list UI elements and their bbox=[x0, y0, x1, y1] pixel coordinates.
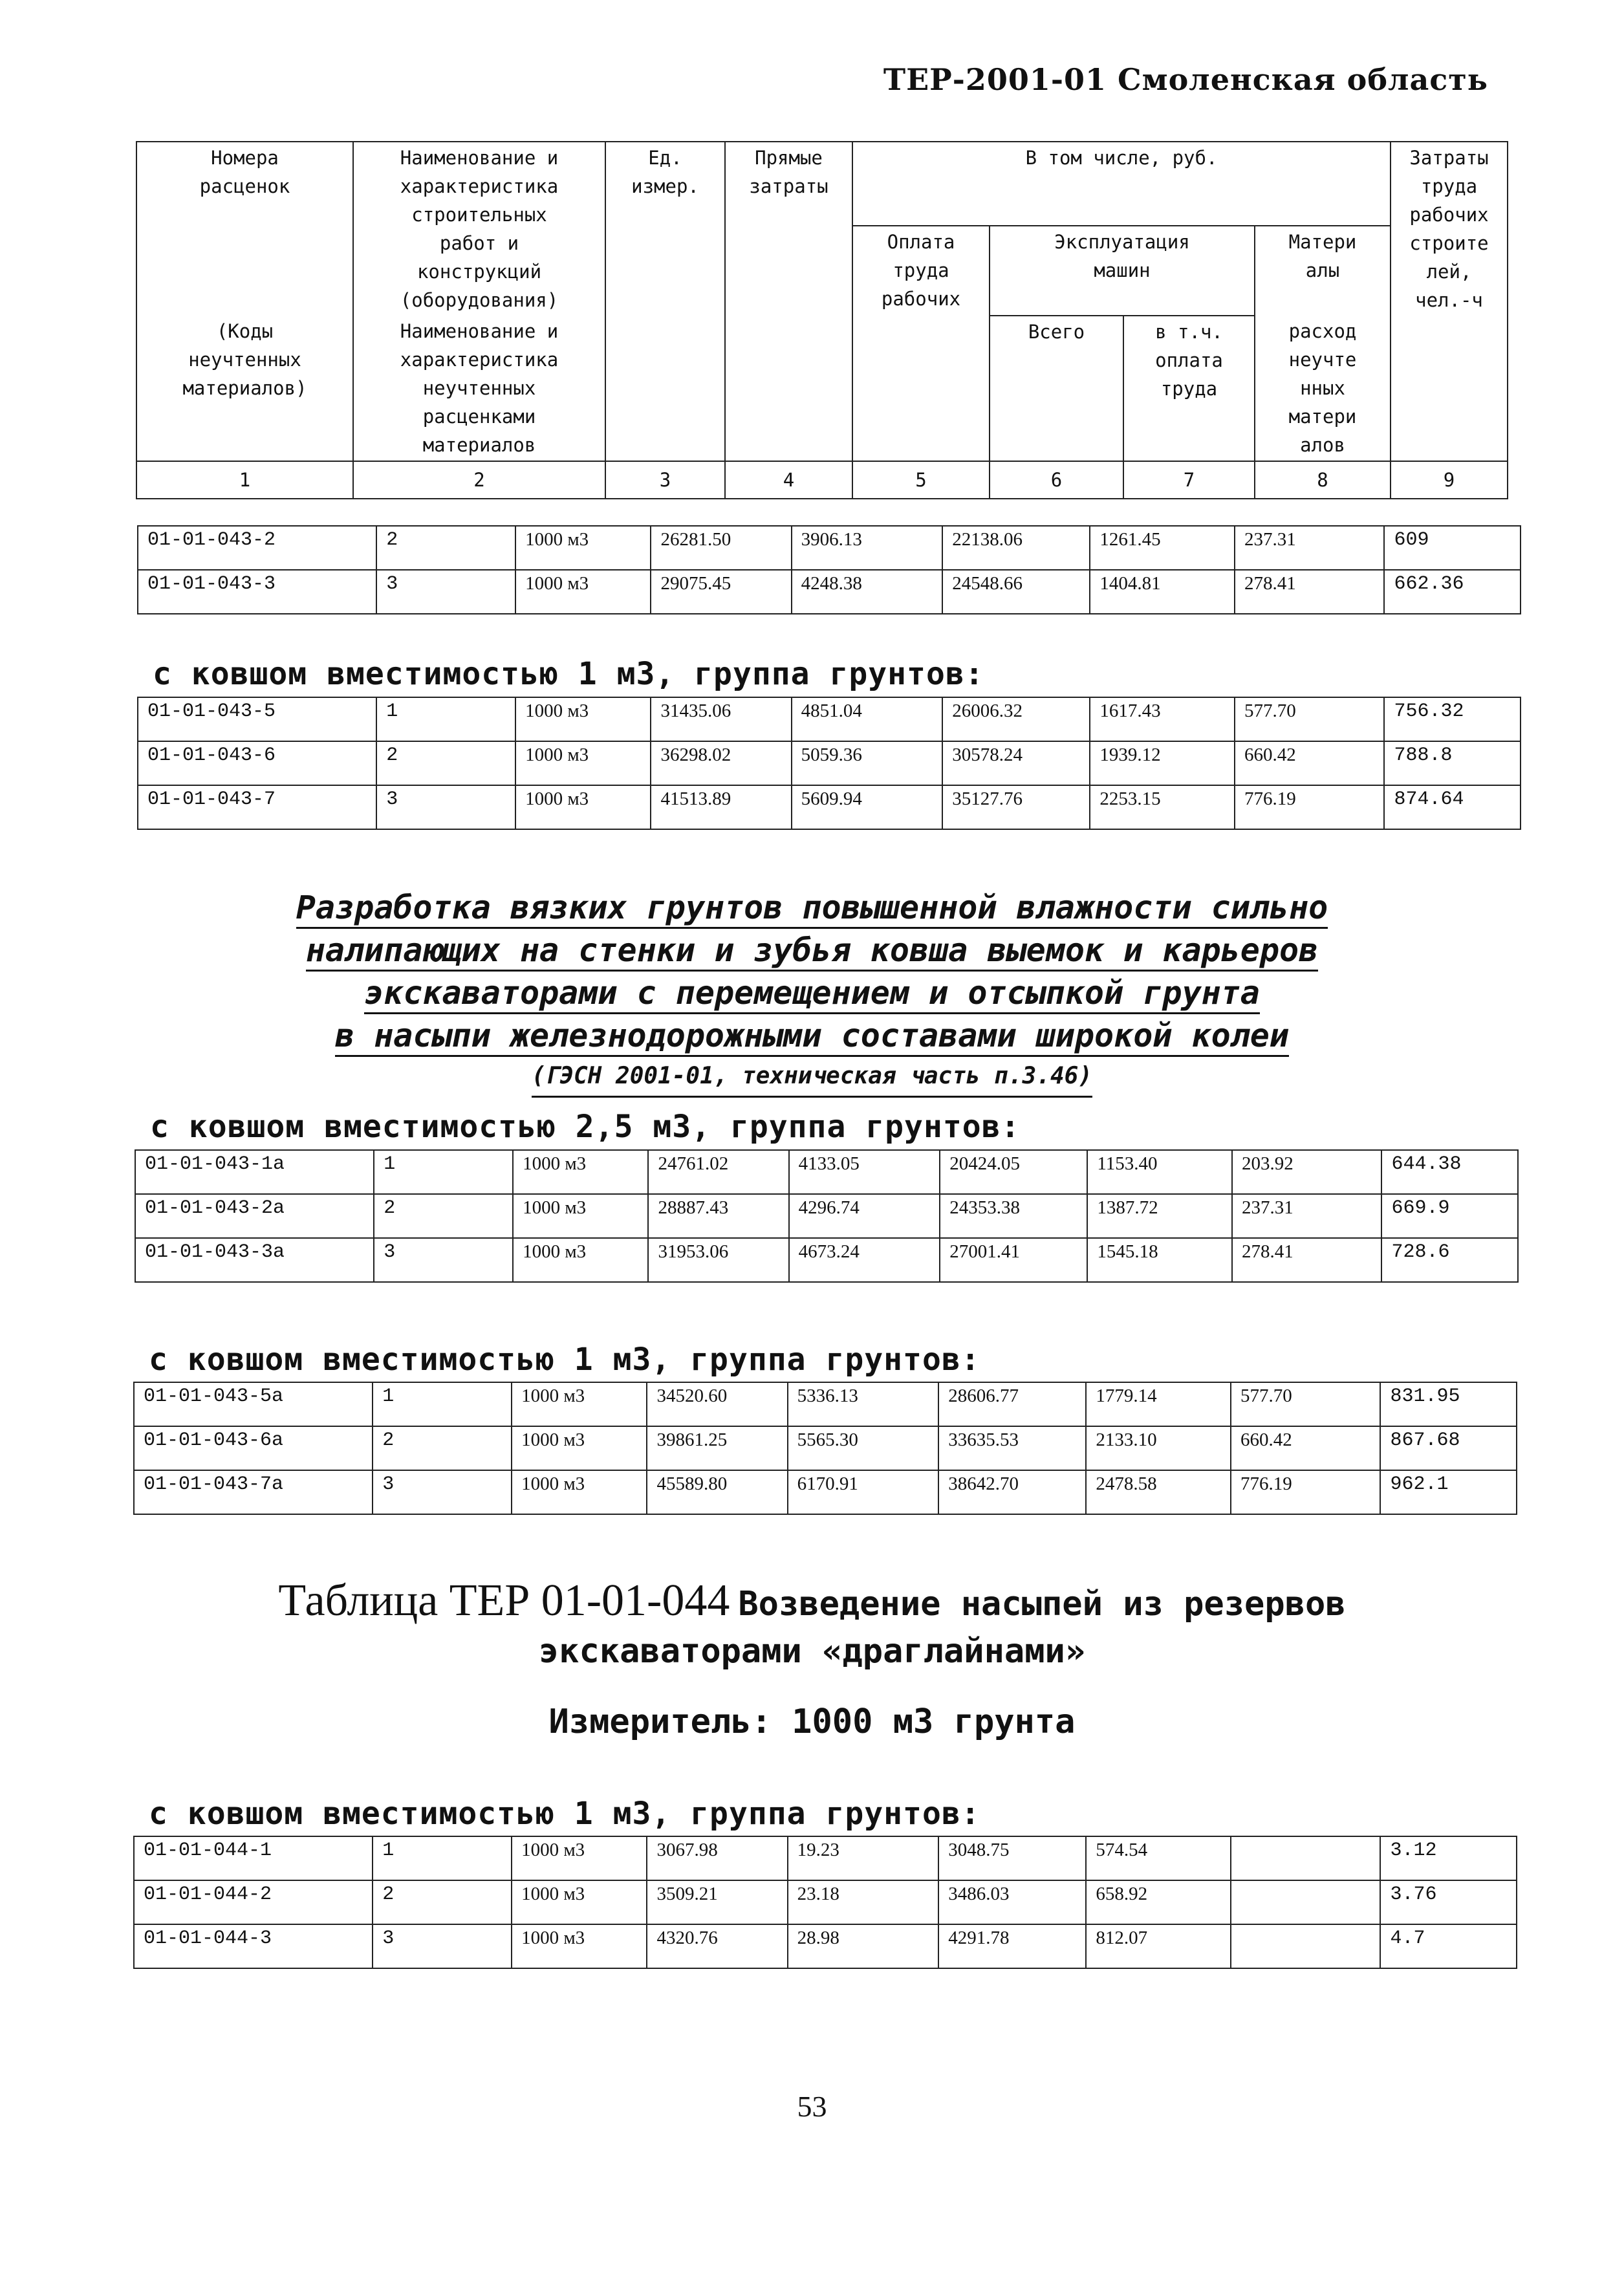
table-row bbox=[134, 1470, 1517, 1514]
header-line: неучтенных bbox=[422, 377, 536, 399]
hdr-direct-costs bbox=[725, 142, 852, 461]
header-line: рабочих bbox=[1409, 204, 1489, 226]
table-row bbox=[134, 1382, 1517, 1426]
machines-total-cell: 3048.75 bbox=[938, 1836, 1086, 1880]
header-line: характеристика bbox=[400, 175, 559, 197]
header-line: Прямые bbox=[755, 147, 823, 169]
unit-cell: 1000 м3 bbox=[515, 785, 651, 829]
worker-pay-cell: 6170.91 bbox=[788, 1470, 939, 1514]
hdr-labor-costs bbox=[1391, 142, 1508, 461]
unit-cell: 1000 м3 bbox=[513, 1238, 648, 1282]
machines-total-cell: 38642.70 bbox=[938, 1470, 1086, 1514]
header-line: машин bbox=[1094, 259, 1151, 281]
rate-code-cell: 01-01-044-3 bbox=[134, 1924, 373, 1968]
header-line: материалов) bbox=[182, 377, 307, 399]
soil-group-cell: 1 bbox=[373, 1836, 512, 1880]
rate-code-cell: 01-01-043-2а bbox=[135, 1194, 374, 1238]
hdr-rate-numbers bbox=[136, 142, 353, 316]
table-row bbox=[135, 1150, 1518, 1194]
header-line: Наименование и bbox=[400, 147, 559, 169]
header-line: (оборудования) bbox=[400, 289, 559, 311]
header-line: Ед. bbox=[648, 147, 682, 169]
soil-group-cell: 2 bbox=[374, 1194, 513, 1238]
hdr-including-rub: В том числе, руб. bbox=[852, 142, 1391, 226]
table-row bbox=[138, 697, 1521, 741]
header-line: оплата bbox=[1155, 349, 1223, 371]
header-line: строите bbox=[1409, 232, 1489, 254]
direct-costs-cell: 4320.76 bbox=[647, 1924, 787, 1968]
machines-total-cell: 27001.41 bbox=[940, 1238, 1087, 1282]
rate-code-cell: 01-01-043-5 bbox=[138, 697, 376, 741]
rate-code-cell: 01-01-043-7а bbox=[134, 1470, 373, 1514]
hdr-machine-operation bbox=[990, 226, 1255, 316]
header-line: чел.-ч bbox=[1415, 289, 1483, 311]
worker-pay-cell: 19.23 bbox=[788, 1836, 939, 1880]
machines-total-cell: 22138.06 bbox=[942, 526, 1090, 570]
direct-costs-cell: 41513.89 bbox=[651, 785, 791, 829]
section-title-line: в насыпи железнодорожными составами широкой колеи bbox=[335, 1016, 1289, 1057]
materials-cell: 660.42 bbox=[1231, 1426, 1380, 1470]
worker-pay-cell: 4133.05 bbox=[789, 1150, 940, 1194]
labor-costs-cell: 4.7 bbox=[1380, 1924, 1517, 1968]
rate-code-cell: 01-01-043-7 bbox=[138, 785, 376, 829]
hdr-machines-pay bbox=[1123, 316, 1255, 461]
materials-cell bbox=[1231, 1836, 1380, 1880]
col-number: 1 bbox=[136, 461, 353, 499]
table-row bbox=[134, 1924, 1517, 1968]
table-044-title: Возведение насыпей из резервов bbox=[738, 1585, 1346, 1624]
soil-group-cell: 2 bbox=[373, 1426, 512, 1470]
machines-pay-cell: 1939.12 bbox=[1090, 741, 1235, 785]
col-number: 3 bbox=[605, 461, 725, 499]
worker-pay-cell: 4248.38 bbox=[792, 570, 943, 614]
direct-costs-cell: 24761.02 bbox=[648, 1150, 788, 1194]
hdr-unaccounted-codes bbox=[136, 316, 353, 461]
direct-costs-cell: 31953.06 bbox=[648, 1238, 788, 1282]
col-number: 7 bbox=[1123, 461, 1255, 499]
section-title-line: Разработка вязких грунтов повышенной влажности сильно bbox=[296, 888, 1328, 929]
header-line: алов bbox=[1300, 434, 1345, 456]
rates-table-e bbox=[133, 1836, 1517, 1969]
materials-cell: 660.42 bbox=[1235, 741, 1384, 785]
worker-pay-cell: 23.18 bbox=[788, 1880, 939, 1924]
unit-cell: 1000 м3 bbox=[515, 697, 651, 741]
header-line: лей, bbox=[1426, 261, 1472, 283]
worker-pay-cell: 5336.13 bbox=[788, 1382, 939, 1426]
worker-pay-cell: 5059.36 bbox=[792, 741, 943, 785]
page-number: 53 bbox=[797, 2090, 827, 2123]
labor-costs-cell: 874.64 bbox=[1384, 785, 1521, 829]
rates-table-d bbox=[133, 1382, 1517, 1515]
direct-costs-cell: 45589.80 bbox=[647, 1470, 787, 1514]
soil-group-cell: 3 bbox=[373, 1470, 512, 1514]
section-title-line: экскаваторами с перемещением и отсыпкой грунта bbox=[364, 973, 1260, 1014]
materials-cell: 237.31 bbox=[1232, 1194, 1381, 1238]
header-line: расценок bbox=[199, 175, 290, 197]
soil-group-cell: 1 bbox=[374, 1150, 513, 1194]
machines-pay-cell: 2253.15 bbox=[1090, 785, 1235, 829]
soil-group-cell: 3 bbox=[373, 1924, 512, 1968]
header-line: Затраты bbox=[1409, 147, 1489, 169]
direct-costs-cell: 31435.06 bbox=[651, 697, 791, 741]
group-heading: с ковшом вместимостью 1 м3, группа грунтов: bbox=[153, 656, 984, 692]
machines-total-cell: 4291.78 bbox=[938, 1924, 1086, 1968]
header-line: Наименование и bbox=[400, 320, 559, 342]
col-number: 2 bbox=[353, 461, 605, 499]
section-title-line: налипающих на стенки и зубья ковша выемок и карьеров bbox=[306, 931, 1318, 972]
rates-table-a bbox=[137, 525, 1521, 614]
rate-code-cell: 01-01-044-1 bbox=[134, 1836, 373, 1880]
rate-code-cell: 01-01-043-2 bbox=[138, 526, 376, 570]
table-row bbox=[138, 785, 1521, 829]
machines-pay-cell: 1545.18 bbox=[1087, 1238, 1232, 1282]
worker-pay-cell: 4673.24 bbox=[789, 1238, 940, 1282]
machines-total-cell: 24353.38 bbox=[940, 1194, 1087, 1238]
soil-group-cell: 2 bbox=[376, 526, 515, 570]
machines-pay-cell: 1261.45 bbox=[1090, 526, 1235, 570]
header-line: в т.ч. bbox=[1155, 321, 1223, 343]
labor-costs-cell: 3.12 bbox=[1380, 1836, 1517, 1880]
header-line: расход bbox=[1288, 320, 1357, 342]
machines-pay-cell: 1404.81 bbox=[1090, 570, 1235, 614]
rate-code-cell: 01-01-043-1а bbox=[135, 1150, 374, 1194]
materials-cell: 577.70 bbox=[1235, 697, 1384, 741]
header-line: материалов bbox=[422, 434, 536, 456]
direct-costs-cell: 3509.21 bbox=[647, 1880, 787, 1924]
hdr-materials-consumption bbox=[1255, 316, 1391, 461]
direct-costs-cell: 39861.25 bbox=[647, 1426, 787, 1470]
labor-costs-cell: 788.8 bbox=[1384, 741, 1521, 785]
materials-cell: 776.19 bbox=[1235, 785, 1384, 829]
header-line: Матери bbox=[1288, 231, 1357, 253]
machines-pay-cell: 658.92 bbox=[1086, 1880, 1231, 1924]
header-line: алы bbox=[1305, 259, 1340, 281]
group-heading: с ковшом вместимостью 1 м3, группа грунтов: bbox=[149, 1342, 980, 1378]
col-number: 8 bbox=[1255, 461, 1391, 499]
direct-costs-cell: 26281.50 bbox=[651, 526, 791, 570]
rate-code-cell: 01-01-043-3а bbox=[135, 1238, 374, 1282]
labor-costs-cell: 609 bbox=[1384, 526, 1521, 570]
table-row bbox=[134, 1426, 1517, 1470]
materials-cell bbox=[1231, 1924, 1380, 1968]
rate-code-cell: 01-01-043-3 bbox=[138, 570, 376, 614]
hdr-machines-total: Всего bbox=[990, 316, 1123, 461]
header-line: труда bbox=[1420, 175, 1478, 197]
table-row bbox=[134, 1836, 1517, 1880]
section-reference: (ГЭСН 2001-01, техническая часть п.3.46) bbox=[532, 1057, 1092, 1098]
machines-pay-cell: 2478.58 bbox=[1086, 1470, 1231, 1514]
section-title bbox=[0, 886, 1624, 1098]
machines-pay-cell: 1153.40 bbox=[1087, 1150, 1232, 1194]
header-line: измер. bbox=[631, 175, 699, 197]
rate-code-cell: 01-01-043-6а bbox=[134, 1426, 373, 1470]
unit-cell: 1000 м3 bbox=[513, 1150, 648, 1194]
table-row bbox=[135, 1194, 1518, 1238]
unit-cell: 1000 м3 bbox=[512, 1880, 647, 1924]
materials-cell: 237.31 bbox=[1235, 526, 1384, 570]
table-row bbox=[138, 741, 1521, 785]
header-line: рабочих bbox=[881, 288, 961, 310]
labor-costs-cell: 662.36 bbox=[1384, 570, 1521, 614]
machines-total-cell: 35127.76 bbox=[942, 785, 1090, 829]
soil-group-cell: 1 bbox=[376, 697, 515, 741]
rate-code-cell: 01-01-043-6 bbox=[138, 741, 376, 785]
worker-pay-cell: 3906.13 bbox=[792, 526, 943, 570]
unit-cell: 1000 м3 bbox=[512, 1382, 647, 1426]
header-line: матери bbox=[1288, 406, 1357, 428]
table-row bbox=[138, 526, 1521, 570]
table-row bbox=[135, 1238, 1518, 1282]
soil-group-cell: 3 bbox=[376, 785, 515, 829]
machines-total-cell: 24548.66 bbox=[942, 570, 1090, 614]
header-line: затраты bbox=[749, 175, 828, 197]
labor-costs-cell: 756.32 bbox=[1384, 697, 1521, 741]
table-row bbox=[134, 1880, 1517, 1924]
soil-group-cell: 1 bbox=[373, 1382, 512, 1426]
header-line: Эксплуатация bbox=[1054, 231, 1190, 253]
unit-cell: 1000 м3 bbox=[515, 741, 651, 785]
materials-cell bbox=[1231, 1880, 1380, 1924]
worker-pay-cell: 5565.30 bbox=[788, 1426, 939, 1470]
table-044-label: Таблица ТЕР 01-01-044 bbox=[278, 1576, 730, 1625]
materials-cell: 278.41 bbox=[1232, 1238, 1381, 1282]
table-row bbox=[138, 570, 1521, 614]
rate-code-cell: 01-01-043-5а bbox=[134, 1382, 373, 1426]
table-044-heading bbox=[0, 1575, 1624, 1672]
header-line: строительных bbox=[411, 204, 547, 226]
rate-code-cell: 01-01-044-2 bbox=[134, 1880, 373, 1924]
materials-cell: 278.41 bbox=[1235, 570, 1384, 614]
direct-costs-cell: 36298.02 bbox=[651, 741, 791, 785]
hdr-work-name bbox=[353, 142, 605, 316]
header-line: конструкций bbox=[417, 261, 542, 283]
machines-total-cell: 30578.24 bbox=[942, 741, 1090, 785]
header-line: неучтенных bbox=[188, 349, 301, 371]
header-line: труда bbox=[1160, 378, 1218, 400]
materials-cell: 776.19 bbox=[1231, 1470, 1380, 1514]
col-number: 6 bbox=[990, 461, 1123, 499]
machines-total-cell: 20424.05 bbox=[940, 1150, 1087, 1194]
unit-cell: 1000 м3 bbox=[512, 1426, 647, 1470]
hdr-worker-pay bbox=[852, 226, 990, 461]
unit-cell: 1000 м3 bbox=[512, 1836, 647, 1880]
worker-pay-cell: 4851.04 bbox=[792, 697, 943, 741]
machines-total-cell: 26006.32 bbox=[942, 697, 1090, 741]
machines-pay-cell: 812.07 bbox=[1086, 1924, 1231, 1968]
machines-pay-cell: 1779.14 bbox=[1086, 1382, 1231, 1426]
worker-pay-cell: 4296.74 bbox=[789, 1194, 940, 1238]
header-line: нных bbox=[1300, 377, 1345, 399]
machines-pay-cell: 574.54 bbox=[1086, 1836, 1231, 1880]
header-line: расценками bbox=[422, 406, 536, 428]
rates-table-b bbox=[137, 697, 1521, 830]
labor-costs-cell: 644.38 bbox=[1381, 1150, 1518, 1194]
column-header-table bbox=[136, 141, 1508, 499]
labor-costs-cell: 831.95 bbox=[1380, 1382, 1517, 1426]
machines-pay-cell: 1387.72 bbox=[1087, 1194, 1232, 1238]
unit-cell: 1000 м3 bbox=[515, 526, 651, 570]
labor-costs-cell: 3.76 bbox=[1380, 1880, 1517, 1924]
unit-cell: 1000 м3 bbox=[513, 1194, 648, 1238]
machines-total-cell: 28606.77 bbox=[938, 1382, 1086, 1426]
direct-costs-cell: 3067.98 bbox=[647, 1836, 787, 1880]
soil-group-cell: 2 bbox=[376, 741, 515, 785]
header-line: неучте bbox=[1288, 349, 1357, 371]
direct-costs-cell: 28887.43 bbox=[648, 1194, 788, 1238]
header-line: характеристика bbox=[400, 349, 559, 371]
col-number: 4 bbox=[725, 461, 852, 499]
header-line: Оплата bbox=[887, 231, 955, 253]
soil-group-cell: 3 bbox=[376, 570, 515, 614]
labor-costs-cell: 962.1 bbox=[1380, 1470, 1517, 1514]
worker-pay-cell: 5609.94 bbox=[792, 785, 943, 829]
machines-total-cell: 33635.53 bbox=[938, 1426, 1086, 1470]
unit-cell: 1000 м3 bbox=[512, 1924, 647, 1968]
direct-costs-cell: 34520.60 bbox=[647, 1382, 787, 1426]
rates-table-c bbox=[135, 1149, 1519, 1283]
labor-costs-cell: 728.6 bbox=[1381, 1238, 1518, 1282]
hdr-materials bbox=[1255, 226, 1391, 316]
machines-pay-cell: 1617.43 bbox=[1090, 697, 1235, 741]
group-heading: с ковшом вместимостью 2,5 м3, группа грунтов: bbox=[150, 1109, 1021, 1145]
materials-cell: 577.70 bbox=[1231, 1382, 1380, 1426]
direct-costs-cell: 29075.45 bbox=[651, 570, 791, 614]
machines-pay-cell: 2133.10 bbox=[1086, 1426, 1231, 1470]
measurement-unit: Измеритель: 1000 м3 грунта bbox=[548, 1702, 1076, 1741]
header-line: труда bbox=[893, 259, 949, 281]
document-title: ТЕР-2001-01 Смоленская область bbox=[883, 62, 1488, 97]
labor-costs-cell: 867.68 bbox=[1380, 1426, 1517, 1470]
worker-pay-cell: 28.98 bbox=[788, 1924, 939, 1968]
group-heading: с ковшом вместимостью 1 м3, группа грунтов: bbox=[149, 1796, 980, 1832]
hdr-unit bbox=[605, 142, 725, 461]
header-line: (Коды bbox=[216, 320, 274, 342]
header-line: Номера bbox=[211, 147, 279, 169]
materials-cell: 203.92 bbox=[1232, 1150, 1381, 1194]
table-044-subtitle: экскаваторами «драглайнами» bbox=[538, 1632, 1086, 1671]
unit-cell: 1000 м3 bbox=[512, 1470, 647, 1514]
column-number-row bbox=[136, 461, 1508, 499]
unit-cell: 1000 м3 bbox=[515, 570, 651, 614]
col-number: 9 bbox=[1391, 461, 1508, 499]
soil-group-cell: 3 bbox=[374, 1238, 513, 1282]
labor-costs-cell: 669.9 bbox=[1381, 1194, 1518, 1238]
hdr-unaccounted-materials bbox=[353, 316, 605, 461]
col-number: 5 bbox=[852, 461, 990, 499]
machines-total-cell: 3486.03 bbox=[938, 1880, 1086, 1924]
header-line: работ и bbox=[439, 232, 519, 254]
soil-group-cell: 2 bbox=[373, 1880, 512, 1924]
